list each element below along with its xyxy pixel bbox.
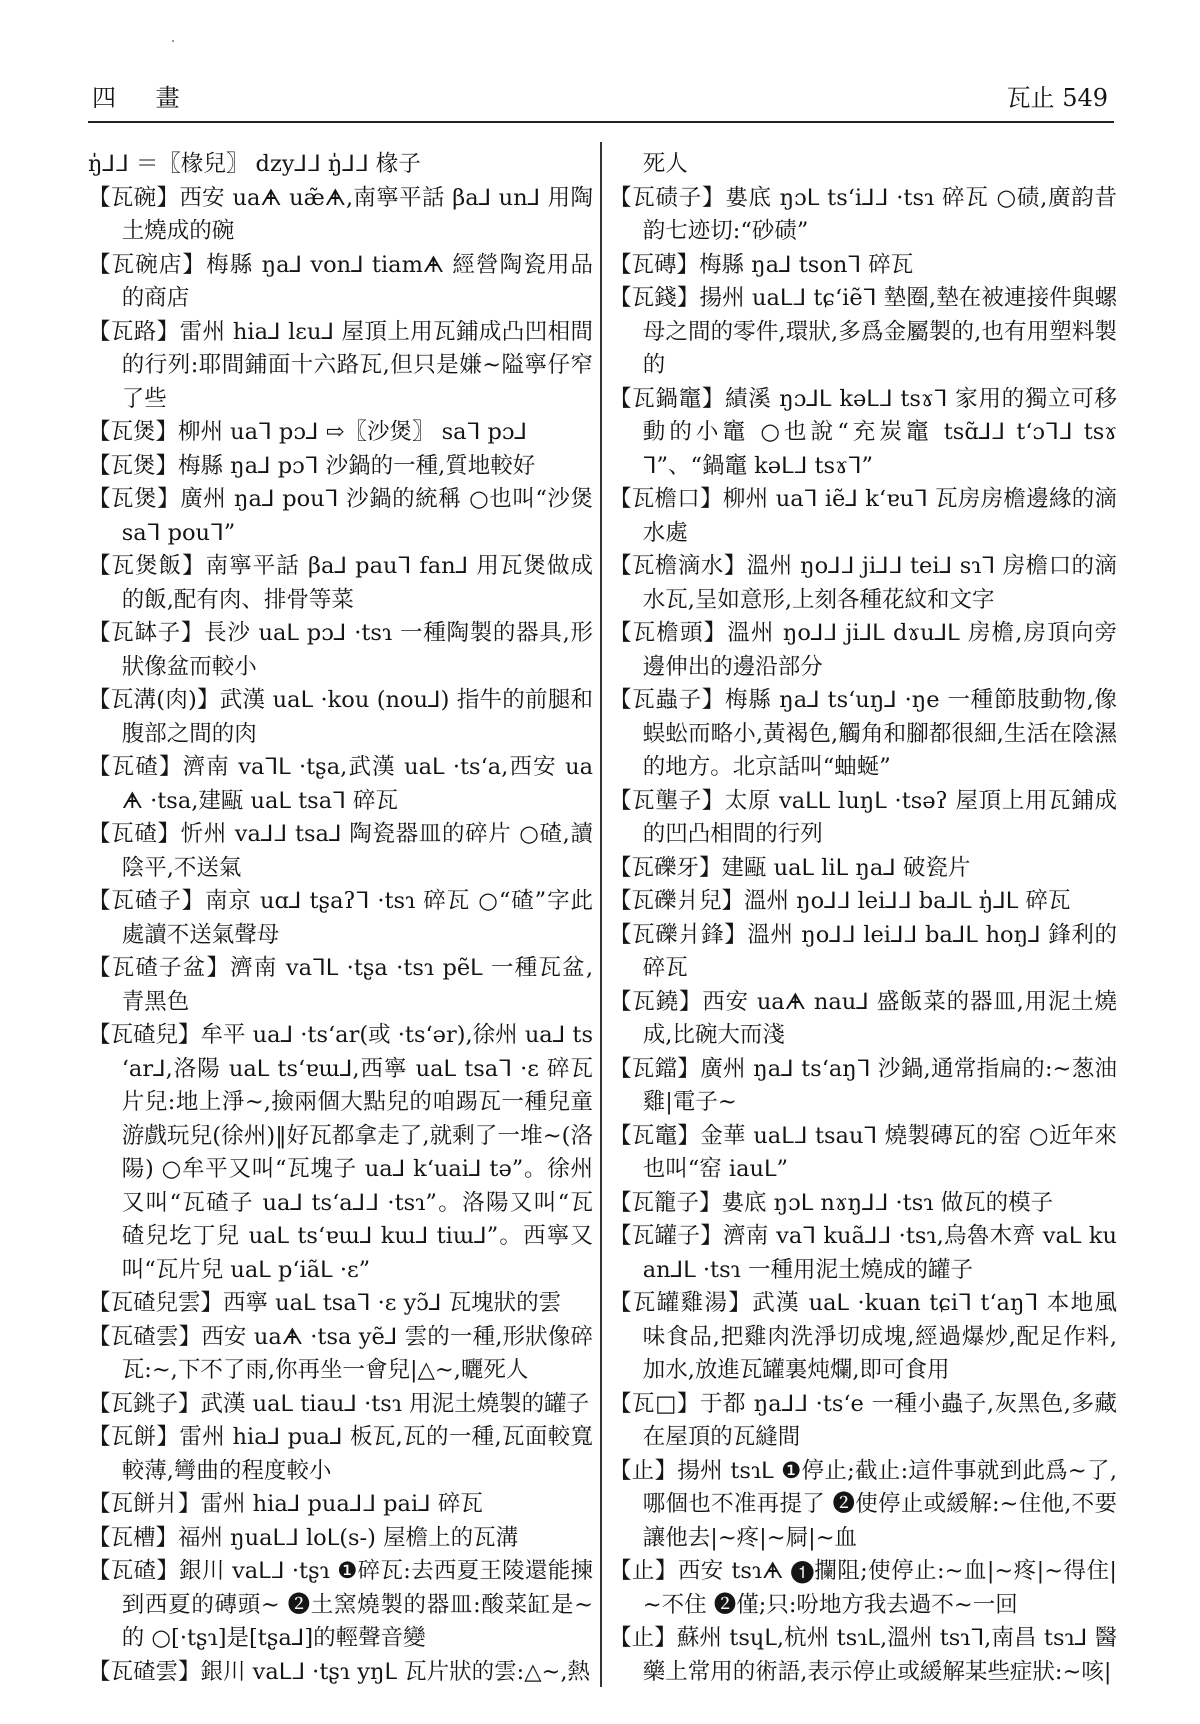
dictionary-entry: 【瓦碴】忻州 va⅃ᒧ tsa⅃ 陶瓷器皿的碎片 ○碴,讀陰平,不送氣	[88, 821, 593, 881]
dictionary-entry: 【瓦壟子】太原 vaᒪᒪ luŋᒪ ·tsəʔ 屋頂上用瓦鋪成的凹凸相間的行列	[609, 787, 1117, 847]
dictionary-entry: 【瓦碛子】婁底 ŋɔᒪ tsʻi⅃ᒧ ·tsɿ 碎瓦 ○碛,廣韵昔韵七迹切:“砂碛”	[609, 184, 1117, 244]
dictionary-entry: 【瓦煲】廣州 ŋa⅃ pouᒣ 沙鍋的統稱 ○也叫“沙煲 saᒣ pouᒣ”	[88, 486, 593, 546]
dictionary-entry: 【瓦碴】銀川 vaᒪᒧ ·tʂɿ ❶碎瓦:去西夏王陵還能揀到西夏的磚頭~ ❷土窯燒製的器皿:酸菜缸是~的 ○[·tʂɿ]是[tʂa⅃]的輕聲音變	[88, 1558, 593, 1651]
column-divider	[600, 142, 602, 1687]
dictionary-entry: 【瓦磚】梅縣 ŋa⅃ tsonᒣ 碎瓦	[609, 251, 914, 278]
dictionary-entry: 【瓦槽】福州 ŋuaᒪᒧ loᒪ(s-) 屋檐上的瓦溝	[88, 1524, 519, 1551]
dictionary-entry: 【瓦碴】濟南 vaᒣᒪ ·tʂa,武漢 uaᒪ ·tsʻa,西安 uaᗗ ·tsa,建甌 uaᒪ tsaᒣ 碎瓦	[88, 754, 593, 814]
dictionary-entry: 【瓦籠子】婁底 ŋɔᒪ nɤŋ⅃ᒧ ·tsɿ 做瓦的模子	[609, 1189, 1054, 1216]
dictionary-entry: 【瓦礫爿鋒】溫州 ŋo⅃ᒧ lei⅃ᒧ ba⅃ᒪ hoŋ⅃ 鋒利的碎瓦	[609, 921, 1117, 981]
dictionary-entry: 【瓦煲】梅縣 ŋa⅃ pɔᒣ 沙鍋的一種,質地較好	[88, 452, 536, 479]
dictionary-entry: 【瓦碴雲】銀川 vaᒪᒧ ·tʂɿ yŋᒪ 瓦片狀的雲:△~,熱	[88, 1658, 591, 1685]
dictionary-entry: 【止】揚州 tsɿᒪ ❶停止;截止:這件事就到此爲~了,哪個也不准再提了 ❷使停止或緩解:~住他,不要讓他去|~疼|~屙|~血	[609, 1457, 1117, 1551]
dictionary-entry: 【瓦碴兒】牟平 ua⅃ ·tsʻar(或 ·tsʻər),徐州 ua⅃ tsʻar⅃,洛陽 uaᒪ tsʻɐɯ⅃,西寧 uaᒪ tsaᒣ ·ɛ 碎瓦片兒:地上淨~,撿兩個大點兒的咱踢瓦一種兒童游戲玩兒(徐州)‖好瓦都拿走了,就剩了一堆~(洛陽) ○牟平又叫“瓦塊子 ua⅃ kʻuai⅃ tə”。徐州又叫“瓦碴子 ua⅃ tsʻa⅃ᒧ ·tsɿ”。洛陽又叫“瓦碴兒圪丁兒 uaᒪ tsʻɐɯ⅃ kɯ⅃ tiɯ⅃”。西寧又叫“瓦片兒 uaᒪ pʻiãᒪ ·ɛ”	[88, 1022, 593, 1283]
dictionary-entry: 【瓦缽子】長沙 uaᒪ pɔ⅃ ·tsɿ 一種陶製的器具,形狀像盆而較小	[88, 620, 593, 680]
dictionary-entry: 【瓦檐口】柳州 uaᒣ iẽ⅃ kʻɐuᒣ 瓦房房檐邊緣的滴水處	[609, 486, 1117, 546]
dictionary-entry: 【瓦竈】金華 uaᒪᒧ tsauᒣ 燒製磚瓦的窑 ○近年來也叫“窑 iauᒪ”	[609, 1122, 1117, 1182]
dictionary-entry: 【瓦碴子】南京 uɑ⅃ tʂaʔᒣ ·tsɿ 碎瓦 ○“碴”字此處讀不送氣聲母	[88, 888, 593, 948]
dictionary-entry: 【瓦銚子】武漢 uaᒪ tiau⅃ ·tsɿ 用泥土燒製的罐子	[88, 1390, 590, 1417]
dictionary-entry: 【瓦煲飯】南寧平話 βa⅃ pauᒣ fan⅃ 用瓦煲做成的飯,配有肉、排骨等菜	[88, 553, 593, 613]
dictionary-entry: 【瓦檐滴水】溫州 ŋo⅃ᒧ ji⅃ᒧ tei⅃ sɿᒣ 房檐口的滴水瓦,呈如意形,上刻各種花紋和文字	[609, 553, 1117, 613]
dictionary-entry: 【瓦罐雞湯】武漢 uaᒪ ·kuan tɕiᒣ tʻaŋᒣ 本地風味食品,把雞肉洗淨切成塊,經過爆炒,配足作料,加水,放進瓦罐裏炖爛,即可食用	[609, 1290, 1117, 1383]
dictionary-entry: 【瓦鍋竈】績溪 ŋɔ⅃ᒪ kəᒪᒧ tsɤᒣ 家用的獨立可移動的小竈 ○也說“充炭竈 tsɑ̃⅃ᒧ tʻɔᒣᒧ tsɤᒣ”、“鍋竈 kəᒪᒧ tsɤᒣ”	[609, 385, 1117, 479]
section-header: 四 畫	[92, 84, 196, 112]
dictionary-entry: 【瓦餅爿】雷州 hia⅃ pua⅃ᒧ pai⅃ 碎瓦	[88, 1491, 483, 1517]
dictionary-entry: 【瓦碴子盆】濟南 vaᒣᒪ ·tʂa ·tsɿ pẽᒪ 一種瓦盆,青黑色	[88, 955, 593, 1015]
header-rule	[88, 121, 1114, 123]
dictionary-entry: 【瓦礫牙】建甌 uaᒪ liᒪ ŋa⅃ 破瓷片	[609, 854, 971, 881]
entry-continuation: ŋ̍⅃ᒧ ＝〖椽兒〗 dzy⅃ᒧ ŋ̍⅃ᒧ 椽子	[88, 151, 421, 177]
dictionary-entry: 【止】蘇州 tsɥᒪ,杭州 tsɿᒪ,溫州 tsɿᒣ,南昌 tsɿ⅃ 醫藥上常用的術語,表示停止或緩解某些症狀:~咳|	[609, 1625, 1117, 1685]
dictionary-entry: 【瓦碴雲】西安 uaᗗ ·tsa yẽ⅃ 雲的一種,形狀像碎瓦:~,下不了雨,你再坐一會兒|△~,曬死人	[88, 1323, 593, 1383]
dictionary-entry: 【瓦蟲子】梅縣 ŋa⅃ tsʻuŋ⅃ ·ŋe 一種節肢動物,像蜈蚣而略小,黃褐色,觸角和腳都很細,生活在陰濕的地方。北京話叫“蚰蜒”	[609, 687, 1117, 780]
dictionary-entry: 【瓦罐子】濟南 vaᒣ kuã⅃ᒧ ·tsɿ,烏魯木齊 vaᒪ kuan⅃ᒪ ·tsɿ 一種用泥土燒成的罐子	[609, 1223, 1117, 1283]
dictionary-entry: 【止】西安 tsɿᗗ ❶攔阻;使停止:~血|~疼|~得住|~不住 ❷僅;只:吩地方我去過不~一回	[609, 1558, 1117, 1618]
scan-speck	[172, 40, 174, 42]
left-column	[88, 148, 593, 1689]
entry-continuation: 死人	[642, 151, 688, 177]
dictionary-entry: 【瓦檐頭】溫州 ŋo⅃ᒧ ji⅃ᒪ dɤu⅃ᒪ 房檐,房頂向旁邊伸出的邊沿部分	[609, 620, 1117, 680]
dictionary-entry: 【瓦□】于都 ŋa⅃ᒧ ·tsʻe 一種小蟲子,灰黑色,多藏在屋頂的瓦縫間	[609, 1390, 1117, 1450]
page-header-right: 瓦止 549	[1006, 84, 1108, 112]
dictionary-entry: 【瓦碗店】梅縣 ŋa⅃ von⅃ tiamᗗ 經營陶瓷用品的商店	[88, 251, 593, 311]
dictionary-entry: 【瓦錢】揚州 uaᒪᒧ tɕʻiẽᒣ 墊圈,墊在被連接件與螺母之間的零件,環狀,多爲金屬製的,也有用塑料製的	[609, 285, 1117, 378]
dictionary-entry: 【瓦鐃】西安 uaᗗ nau⅃ 盛飯菜的器皿,用泥土燒成,比碗大而淺	[609, 988, 1117, 1048]
dictionary-entry: 【瓦鐺】廣州 ŋa⅃ tsʻaŋᒣ 沙鍋,通常指扁的:~葱油雞|電子~	[609, 1055, 1117, 1115]
dictionary-entry: 【瓦溝(肉)】武漢 uaᒪ ·kou (nou⅃) 指牛的前腿和腹部之間的肉	[88, 687, 593, 747]
dictionary-entry: 【瓦碗】西安 uaᗗ uæ̃ᗗ,南寧平話 βa⅃ un⅃ 用陶土燒成的碗	[88, 184, 593, 244]
dictionary-entry: 【瓦煲】柳州 uaᒣ pɔ⅃ ⇨〖沙煲〗 saᒣ pɔ⅃	[88, 419, 528, 445]
dictionary-entry: 【瓦餅】雷州 hia⅃ pua⅃ 板瓦,瓦的一種,瓦面較寬較薄,彎曲的程度較小	[88, 1424, 593, 1484]
dictionary-entry: 【瓦碴兒雲】西寧 uaᒪ tsaᒣ ·ɛ yɔ̃⅃ 瓦塊狀的雲	[88, 1290, 562, 1316]
dictionary-entry: 【瓦路】雷州 hia⅃ lɛu⅃ 屋頂上用瓦鋪成凸凹相間的行列:耶間鋪面十六路瓦,但只是嫌~隘寧仔窄了些	[88, 318, 593, 412]
right-column	[609, 148, 1117, 1689]
dictionary-entry: 【瓦礫爿兒】溫州 ŋo⅃ᒧ lei⅃ᒧ ba⅃ᒪ ŋ̍⅃ᒪ 碎瓦	[609, 888, 1071, 914]
